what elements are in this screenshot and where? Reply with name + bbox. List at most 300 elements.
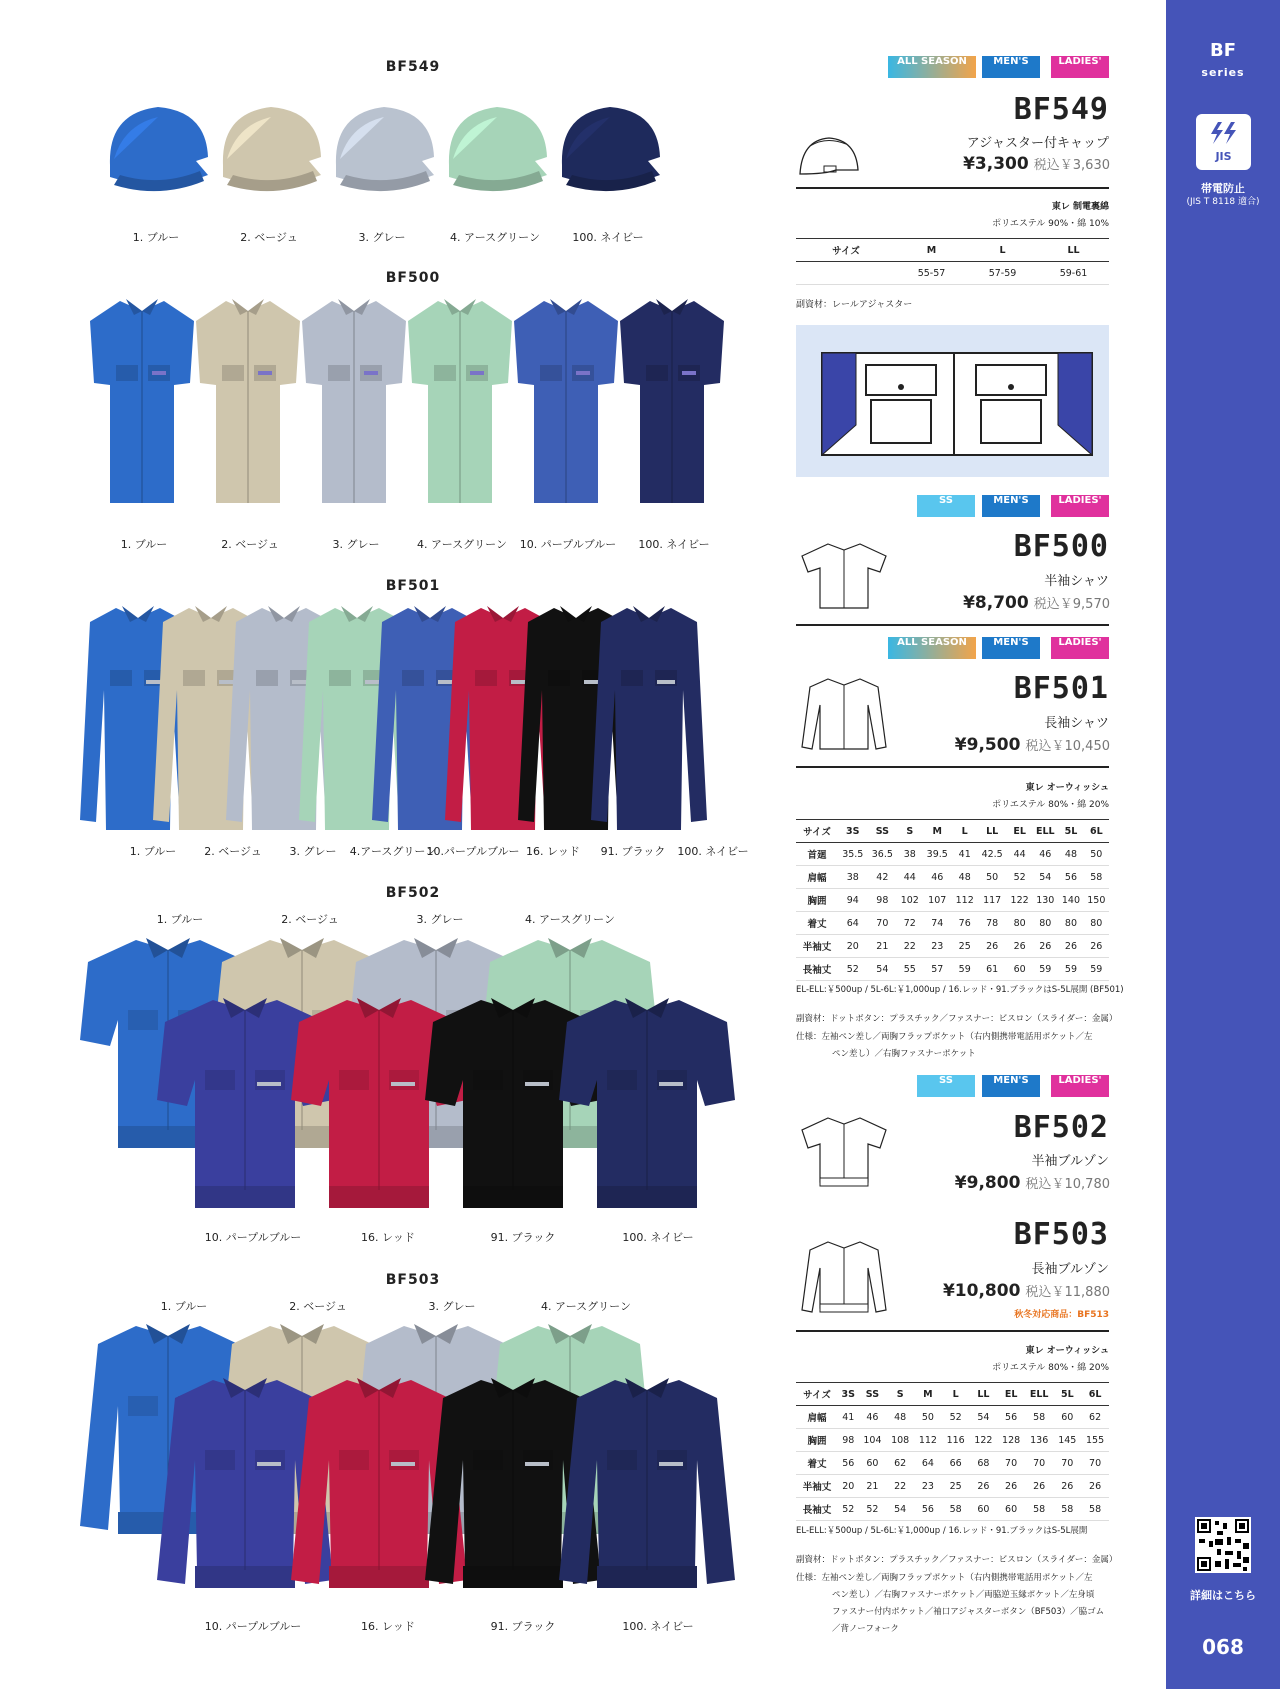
short-shirt-graphic [82, 293, 202, 508]
size-value: 35.5 [838, 843, 868, 866]
long-blouson-graphic [557, 1370, 737, 1600]
ladies-badge: LADIES' [1051, 56, 1109, 78]
swatch-label: 1. ブルー [160, 1300, 208, 1313]
size-col: 5L [1053, 1383, 1081, 1406]
size-value: 22 [886, 1475, 914, 1498]
size-header: サイズ [796, 239, 896, 262]
bf549-tax-price: 税込￥3,630 [1033, 158, 1110, 173]
divider [796, 1330, 1109, 1332]
size-value: 26 [1025, 1475, 1053, 1498]
size-value: 66 [942, 1452, 970, 1475]
row-header: 胸囲 [796, 889, 838, 912]
size-header: サイズ [796, 820, 838, 843]
size-value: 98 [838, 1429, 859, 1452]
bf503-size-table [796, 1382, 1109, 1521]
swatch-label: 10.パープルブルー [426, 845, 520, 858]
cap-image [552, 95, 667, 204]
size-value: 48 [1058, 843, 1083, 866]
size-value: 54 [886, 1498, 914, 1521]
mens-badge: MEN'S [982, 1075, 1040, 1097]
long-shirt-image [589, 600, 709, 844]
qr-code-icon [1195, 1517, 1251, 1573]
size-value: 136 [1025, 1429, 1053, 1452]
size-value: 130 [1032, 889, 1058, 912]
series-label: series [1201, 66, 1245, 79]
size-value: 62 [886, 1452, 914, 1475]
bf500-tax-price: 税込￥9,570 [1033, 597, 1110, 612]
short-blouson-graphic [557, 990, 737, 1220]
size-value: 39.5 [922, 843, 952, 866]
mens-badge: MEN'S [982, 56, 1040, 78]
long-shirt-graphic [589, 600, 709, 840]
long-sleeve-blouson-thumbnail [796, 1238, 892, 1322]
size-value: 70 [868, 912, 898, 935]
size-value: 20 [838, 1475, 859, 1498]
size-value: 55 [897, 958, 922, 981]
size-value: 52 [838, 1498, 859, 1521]
bf502-gallery-title: BF502 [385, 885, 441, 901]
jis-badge [1196, 114, 1251, 170]
cap-image [326, 95, 441, 204]
size-value: 26 [1081, 1475, 1109, 1498]
divider [796, 624, 1109, 626]
bf503-spec-4: ／背ノーフォーク [832, 1624, 899, 1634]
bf503-spec-3: ファスナー付内ポケット／袖口アジャスターボタン（BF503）／脇ゴム [832, 1607, 1105, 1617]
table-row [796, 1475, 1109, 1498]
row-header: 長袖丈 [796, 1498, 838, 1521]
bf503-winter-note: 秋冬対応商品：BF513 [1014, 1310, 1109, 1320]
size-col: M [896, 239, 967, 262]
short-sleeve-blouson-thumbnail [796, 1112, 892, 1196]
cap-graphic [213, 95, 328, 200]
size-col: L [952, 820, 977, 843]
size-value: 108 [886, 1429, 914, 1452]
ss-badge: SS [917, 1075, 975, 1097]
size-value: 52 [942, 1406, 970, 1429]
detail-link-label[interactable]: 詳細はこちら [1190, 1589, 1256, 1602]
long-blouson-image [557, 1370, 737, 1604]
size-value: 74 [922, 912, 952, 935]
swatch-label: 91. ブラック [600, 845, 666, 858]
size-value: 145 [1053, 1429, 1081, 1452]
bf501-gallery-title: BF501 [385, 578, 441, 594]
short-shirt-graphic [612, 293, 732, 508]
size-value: 122 [970, 1429, 998, 1452]
bf549-size-table [796, 238, 1109, 285]
bf501-spec-1: 仕様：左袖ペン差し／両胸フラップポケット（右内側携帯電話用ポケット／左 [796, 1032, 1093, 1042]
swatch-label: 100. ネイビー [572, 231, 644, 244]
bf500-name: 半袖シャツ [1044, 574, 1109, 589]
row-header: 着丈 [796, 912, 838, 935]
swatch-label: 1. ブルー [132, 231, 180, 244]
bf503-price: ¥10,800 [942, 1281, 1021, 1301]
size-value: 80 [1007, 912, 1032, 935]
bf549-material-note: 副資材：レールアジャスター [796, 300, 913, 310]
size-value: 42.5 [977, 843, 1007, 866]
swatch-label: 16. レッド [361, 1231, 415, 1244]
size-value: 102 [897, 889, 922, 912]
bf503-code: BF503 [1013, 1217, 1109, 1252]
size-value: 25 [942, 1475, 970, 1498]
size-value: 22 [897, 935, 922, 958]
pocket-detail-image [796, 325, 1109, 477]
size-col: ELL [1025, 1383, 1053, 1406]
swatch-label: 3. グレー [358, 231, 406, 244]
size-col: L [967, 239, 1038, 262]
size-value: 41 [838, 1406, 859, 1429]
cap-graphic [100, 95, 215, 200]
table-row [796, 912, 1109, 935]
size-value: 155 [1081, 1429, 1109, 1452]
table-row [796, 935, 1109, 958]
size-col: S [897, 820, 922, 843]
bf500-gallery-title: BF500 [385, 270, 441, 286]
row-header: 着丈 [796, 1452, 838, 1475]
sidebar [1166, 0, 1280, 1689]
size-col: M [914, 1383, 942, 1406]
ss-badge: SS [917, 495, 975, 517]
table-row [796, 1406, 1109, 1429]
table-row [796, 1452, 1109, 1475]
size-value: 56 [914, 1498, 942, 1521]
size-value: 59 [1084, 958, 1109, 981]
size-col: LL [977, 820, 1007, 843]
size-col: ELL [1032, 820, 1058, 843]
size-value: 26 [1007, 935, 1032, 958]
size-value: 54 [970, 1406, 998, 1429]
cap-graphic [439, 95, 554, 200]
bf502-code: BF502 [1013, 1110, 1109, 1145]
size-value: 46 [1032, 843, 1058, 866]
size-value: 70 [1053, 1452, 1081, 1475]
row-header: 半袖丈 [796, 935, 838, 958]
bf549-gallery-title: BF549 [385, 59, 441, 75]
size-value: 60 [997, 1498, 1025, 1521]
size-col: LL [1038, 239, 1109, 262]
size-value: 59 [1032, 958, 1058, 981]
swatch-label: 10. パープルブルー [519, 538, 617, 551]
swatch-label: 16. レッド [526, 845, 580, 858]
short-shirt-image [188, 293, 308, 512]
swatch-label: 91. ブラック [490, 1231, 556, 1244]
jis-label: JIS [1215, 150, 1232, 163]
swatch-label: 4.アースグリーン [349, 845, 437, 858]
size-col: LL [970, 1383, 998, 1406]
size-value: 52 [838, 958, 868, 981]
brand-label: BF [1209, 40, 1236, 61]
swatch-label: 4. アースグリーン [541, 1300, 631, 1313]
swatch-label: 100. ネイビー [622, 1620, 694, 1633]
swatch-label: 3. グレー [428, 1300, 476, 1313]
feature-label: 帯電防止 [1201, 182, 1245, 195]
size-value: 68 [970, 1452, 998, 1475]
swatch-label: 2. ベージュ [204, 845, 262, 858]
short-sleeve-shirt-thumbnail [796, 538, 892, 616]
size-col: SS [868, 820, 898, 843]
short-blouson-image [557, 990, 737, 1224]
short-shirt-image [400, 293, 520, 512]
row-header: 肩幅 [796, 1406, 838, 1429]
size-value: 57 [922, 958, 952, 981]
lightning-icon [1196, 116, 1251, 152]
page-number: 068 [1202, 1635, 1244, 1659]
size-col: EL [997, 1383, 1025, 1406]
size-value: 26 [1084, 935, 1109, 958]
size-value: 122 [1007, 889, 1032, 912]
size-value: 26 [1058, 935, 1083, 958]
short-shirt-image [506, 293, 626, 512]
divider [796, 766, 1109, 768]
bf501-name: 長袖シャツ [1044, 716, 1109, 731]
size-value: 23 [922, 935, 952, 958]
size-value: 59 [1058, 958, 1083, 981]
bf502-name: 半袖ブルゾン [1031, 1154, 1109, 1169]
table-row [796, 843, 1109, 866]
row-header: 肩幅 [796, 866, 838, 889]
size-col: SS [859, 1383, 887, 1406]
bf503-price-note: EL-ELL:￥500up / 5L-6L:￥1,000up / 16.レッド・91.ブラックはS-5L展開 [796, 1526, 1088, 1536]
size-value: 72 [897, 912, 922, 935]
size-value: 58 [1025, 1498, 1053, 1521]
swatch-label: 2. ベージュ [281, 913, 339, 926]
bf503-tax-price: 税込￥11,880 [1025, 1285, 1110, 1300]
cap-image [439, 95, 554, 204]
size-value: 50 [1084, 843, 1109, 866]
size-col: L [942, 1383, 970, 1406]
size-value: 61 [977, 958, 1007, 981]
bf500-price: ¥8,700 [963, 593, 1029, 613]
size-value: 52 [859, 1498, 887, 1521]
size-value: 59 [952, 958, 977, 981]
size-value: 59-61 [1038, 262, 1109, 285]
size-value: 52 [1007, 866, 1032, 889]
bf501-spec-2: ペン差し）／右胸ファスナーポケット [832, 1049, 976, 1059]
size-col: 6L [1081, 1383, 1109, 1406]
size-value: 46 [922, 866, 952, 889]
bf501-price: ¥9,500 [954, 735, 1021, 755]
bf549-composition: ポリエステル 90%・綿 10% [992, 219, 1109, 229]
size-value: 42 [868, 866, 898, 889]
size-value: 150 [1084, 889, 1109, 912]
size-value: 80 [1084, 912, 1109, 935]
row-header: 首廻 [796, 843, 838, 866]
swatch-label: 3. グレー [332, 538, 380, 551]
bf501-fabric: 東レ オーウィッシュ [1025, 783, 1109, 793]
qr-code[interactable] [1195, 1517, 1251, 1573]
size-value: 57-59 [967, 262, 1038, 285]
bf501-composition: ポリエステル 80%・綿 20% [992, 800, 1109, 810]
size-value: 50 [977, 866, 1007, 889]
bf503-spec-2: ペン差し）／右胸ファスナーポケット／両脇逆玉縁ポケット／左身頃 [832, 1590, 1095, 1600]
mens-badge: MEN'S [982, 495, 1040, 517]
size-value: 60 [1053, 1406, 1081, 1429]
row-header: 半袖丈 [796, 1475, 838, 1498]
swatch-label: 10. パープルブルー [204, 1231, 302, 1244]
row-header: 長袖丈 [796, 958, 838, 981]
size-value: 20 [838, 935, 868, 958]
size-value: 94 [838, 889, 868, 912]
size-value: 56 [1058, 866, 1083, 889]
size-value: 58 [1084, 866, 1109, 889]
size-value: 70 [997, 1452, 1025, 1475]
swatch-label: 1. ブルー [156, 913, 204, 926]
swatch-label: 2. ベージュ [289, 1300, 347, 1313]
short-shirt-image [294, 293, 414, 512]
size-value: 58 [1053, 1498, 1081, 1521]
bf501-code: BF501 [1013, 671, 1109, 706]
swatch-label: 100. ネイビー [622, 1231, 694, 1244]
table-row [796, 1498, 1109, 1521]
all-season-badge: ALL SEASON [888, 637, 976, 659]
bf503-gallery-title: BF503 [385, 1272, 441, 1288]
size-col: 3S [838, 820, 868, 843]
short-shirt-graphic [506, 293, 626, 508]
bf503-spec-1: 仕様：左袖ペン差し／両胸フラップポケット（右内側携帯電話用ポケット／左 [796, 1573, 1093, 1583]
size-value: 112 [914, 1429, 942, 1452]
size-value: 26 [977, 935, 1007, 958]
short-shirt-graphic [188, 293, 308, 508]
bf549-fabric: 東レ 制電裏綿 [1051, 202, 1109, 212]
table-row [796, 866, 1109, 889]
size-value: 140 [1058, 889, 1083, 912]
size-value: 41 [952, 843, 977, 866]
size-value: 112 [952, 889, 977, 912]
bf549-name: アジャスター付キャップ [966, 136, 1109, 151]
size-value: 64 [838, 912, 868, 935]
size-value: 50 [914, 1406, 942, 1429]
divider [796, 187, 1109, 189]
size-value: 26 [997, 1475, 1025, 1498]
size-value: 128 [997, 1429, 1025, 1452]
swatch-label: 3. グレー [416, 913, 464, 926]
swatch-label: 4. アースグリーン [450, 231, 540, 244]
size-value: 44 [1007, 843, 1032, 866]
size-value: 117 [977, 889, 1007, 912]
cap-image [100, 95, 215, 204]
cap-image [213, 95, 328, 204]
long-sleeve-shirt-thumbnail [796, 675, 892, 757]
bf503-name: 長袖ブルゾン [1031, 1262, 1109, 1277]
swatch-label: 1. ブルー [129, 845, 177, 858]
swatch-label: 1. ブルー [120, 538, 168, 551]
size-value: 48 [886, 1406, 914, 1429]
swatch-label: 91. ブラック [490, 1620, 556, 1633]
size-value: 60 [1007, 958, 1032, 981]
mens-badge: MEN'S [982, 637, 1040, 659]
swatch-label: 3. グレー [289, 845, 337, 858]
short-shirt-graphic [294, 293, 414, 508]
size-col: M [922, 820, 952, 843]
size-value: 26 [1032, 935, 1058, 958]
size-value: 60 [970, 1498, 998, 1521]
bf502-price: ¥9,800 [954, 1173, 1021, 1193]
standard-label: (JIS T 8118 適合) [1186, 197, 1260, 207]
all-season-badge: ALL SEASON [888, 56, 976, 78]
table-row [796, 1429, 1109, 1452]
size-value: 36.5 [868, 843, 898, 866]
bf502-tax-price: 税込￥10,780 [1025, 1177, 1110, 1192]
table-row [796, 889, 1109, 912]
bf500-code: BF500 [1013, 529, 1109, 564]
bf503-materials: 副資材：ドットボタン：プラスチック／ファスナー：ビスロン（スライダー：金属） [796, 1555, 1118, 1565]
cap-graphic [552, 95, 667, 200]
size-value: 44 [897, 866, 922, 889]
size-value: 60 [859, 1452, 887, 1475]
size-value: 56 [838, 1452, 859, 1475]
size-value: 26 [970, 1475, 998, 1498]
size-value: 107 [922, 889, 952, 912]
size-col: EL [1007, 820, 1032, 843]
size-value: 21 [868, 935, 898, 958]
size-value: 23 [914, 1475, 942, 1498]
size-value: 80 [1058, 912, 1083, 935]
size-value: 80 [1032, 912, 1058, 935]
swatch-label: 2. ベージュ [240, 231, 298, 244]
short-shirt-image [82, 293, 202, 512]
bf549-code: BF549 [1013, 92, 1109, 127]
short-shirt-graphic [400, 293, 520, 508]
table-row [796, 958, 1109, 981]
row-header: 胸囲 [796, 1429, 838, 1452]
swatch-label: 4. アースグリーン [525, 913, 615, 926]
size-value: 25 [952, 935, 977, 958]
size-value: 54 [1032, 866, 1058, 889]
size-value: 62 [1081, 1406, 1109, 1429]
size-value: 38 [897, 843, 922, 866]
bf501-price-note: EL-ELL:￥500up / 5L-6L:￥1,000up / 16.レッド・91.ブラックはS-5L展開 (BF501) [796, 985, 1124, 995]
bf503-composition: ポリエステル 80%・綿 20% [992, 1363, 1109, 1373]
size-value: 58 [942, 1498, 970, 1521]
size-value: 54 [868, 958, 898, 981]
swatch-label: 2. ベージュ [221, 538, 279, 551]
size-value: 58 [1081, 1498, 1109, 1521]
swatch-label: 100. ネイビー [638, 538, 710, 551]
size-col: 3S [838, 1383, 859, 1406]
ladies-badge: LADIES' [1051, 637, 1109, 659]
size-value: 70 [1025, 1452, 1053, 1475]
bf501-tax-price: 税込￥10,450 [1025, 739, 1110, 754]
size-col: 5L [1058, 820, 1083, 843]
bf501-size-table [796, 819, 1109, 981]
bf503-fabric: 東レ オーウィッシュ [1025, 1346, 1109, 1356]
swatch-label: 10. パープルブルー [204, 1620, 302, 1633]
ladies-badge: LADIES' [1051, 495, 1109, 517]
size-value: 55-57 [896, 262, 967, 285]
swatch-label: 16. レッド [361, 1620, 415, 1633]
swatch-label: 4. アースグリーン [417, 538, 507, 551]
short-shirt-image [612, 293, 732, 512]
size-value: 38 [838, 866, 868, 889]
swatch-label: 100. ネイビー [677, 845, 749, 858]
size-value: 21 [859, 1475, 887, 1498]
cap-graphic [326, 95, 441, 200]
size-value: 64 [914, 1452, 942, 1475]
size-value: 70 [1081, 1452, 1109, 1475]
size-value: 76 [952, 912, 977, 935]
size-value: 58 [1025, 1406, 1053, 1429]
bf501-materials: 副資材：ドットボタン：プラスチック／ファスナー：ビスロン（スライダー：金属） [796, 1014, 1118, 1024]
size-header: サイズ [796, 1383, 838, 1406]
bf549-price: ¥3,300 [963, 154, 1029, 174]
size-value: 98 [868, 889, 898, 912]
size-value: 78 [977, 912, 1007, 935]
size-value: 56 [997, 1406, 1025, 1429]
size-value: 46 [859, 1406, 887, 1429]
size-col: S [886, 1383, 914, 1406]
size-value: 48 [952, 866, 977, 889]
size-col: 6L [1084, 820, 1109, 843]
size-value: 104 [859, 1429, 887, 1452]
